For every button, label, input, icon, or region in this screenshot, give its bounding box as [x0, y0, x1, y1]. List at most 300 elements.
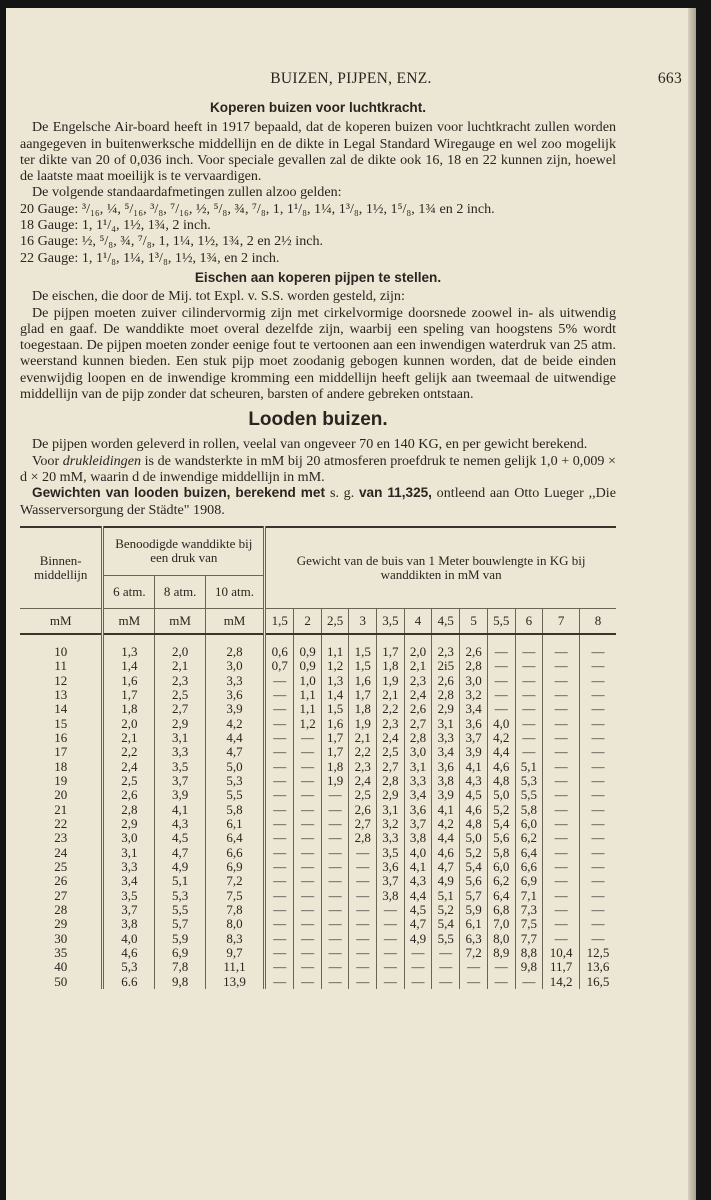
table-cell: 3,9 — [460, 745, 488, 759]
table-cell: — — [580, 702, 616, 716]
table-cell: — — [487, 688, 515, 702]
table-cell: — — [543, 817, 580, 831]
table-cell: 4,1 — [460, 760, 488, 774]
table-cell: — — [294, 860, 322, 874]
gauge-sizes: 1, 1¹/₄, 1½, 1¾, 2 inch. — [81, 217, 211, 234]
table-cell: — — [543, 788, 580, 802]
row-diameter: 16 — [54, 729, 68, 745]
table-cell: — — [580, 745, 616, 759]
table-cell: 3,0 — [103, 831, 155, 845]
table-cell: — — [515, 659, 543, 673]
table-row — [20, 674, 616, 688]
table-cell: 3,0 — [460, 674, 488, 688]
table-cell: 2,9 — [432, 702, 460, 716]
table-cell: 3,8 — [404, 831, 432, 845]
table-cell: 4,1 — [432, 803, 460, 817]
table-cell: 3,6 — [377, 860, 405, 874]
table-cell: 1,6 — [103, 674, 155, 688]
table-cell: — — [515, 634, 543, 659]
table-cell: — — [543, 760, 580, 774]
table-cell: 2,8 — [349, 831, 377, 845]
table-cell: 3,7 — [404, 817, 432, 831]
table-cell: 2,2 — [103, 745, 155, 759]
page-spine-shadow — [688, 8, 696, 1200]
table-cell: 6,3 — [460, 932, 488, 946]
table-cell: — — [580, 874, 616, 888]
row-diameter: 10 — [54, 643, 68, 659]
table-cell: — — [265, 688, 294, 702]
row-diameter: 15 — [54, 715, 68, 731]
table-cell: 6,4 — [205, 831, 264, 845]
table-cell: — — [580, 817, 616, 831]
table-cell: 7,0 — [487, 917, 515, 931]
table-cell: 2,1 — [103, 731, 155, 745]
table-cell: 5,5 — [155, 903, 205, 917]
table-cell: 3,7 — [377, 874, 405, 888]
table-cell: — — [321, 932, 349, 946]
table-cell: 7,5 — [205, 889, 264, 903]
table-row — [20, 634, 616, 659]
table-cell: — — [432, 960, 460, 974]
table-cell: 2,3 — [432, 634, 460, 659]
row-diameter: 30 — [54, 930, 68, 946]
col-header-benoodigde-wanddikte: Benoodigde wanddikte bij een druk van — [103, 527, 265, 576]
table-cell: — — [377, 917, 405, 931]
table-cell: — — [487, 702, 515, 716]
table-cell: 3,6 — [205, 688, 264, 702]
table-cell: 2,3 — [349, 760, 377, 774]
table-cell: — — [321, 846, 349, 860]
paragraph-eischen-body: De pijpen moeten zuiver cilindervormig zijn met cirkelvormige doorsnede zoowel in- als uitwendig glad en gaaf. De wanddikte moet overal dezelfde zijn, waarbij een speling van hoogstens 5% wordt toegestaan. De pijpen moeten zonder eenige fout te vertoonen aan een inwendigen waterdruk van 25 atm. weerstand kunnen bieden. Een stuk pijp moet zoodanig gebogen kunnen worden, dat de beide einden evenwijdig loopen en de inwendige kromming een middellijn heeft gelijk aan tweemaal de uitwendige middellijn van de pijp zonder dat scheuren, barsten of andere gebreken ontstaan. — [20, 304, 616, 403]
table-cell: 1,9 — [321, 774, 349, 788]
table-cell: 5,9 — [155, 932, 205, 946]
table-cell: 2,5 — [155, 688, 205, 702]
table-cell: 3,2 — [460, 688, 488, 702]
table-cell: 3,8 — [103, 917, 155, 931]
table-cell: 8,0 — [205, 917, 264, 931]
table-cell: 4,4 — [432, 831, 460, 845]
gauge-label: 22 Gauge: — [20, 249, 82, 266]
text-sg: s. g. — [329, 485, 359, 502]
table-cell: 2,9 — [103, 817, 155, 831]
table-cell: 3,9 — [432, 788, 460, 802]
table-cell: 2,9 — [155, 717, 205, 731]
table-cell: — — [321, 960, 349, 974]
table-cell: 2,6 — [404, 702, 432, 716]
table-cell: 2,1 — [377, 688, 405, 702]
table-cell: 3,3 — [432, 731, 460, 745]
table-cell: 4,8 — [487, 774, 515, 788]
table-cell: — — [349, 874, 377, 888]
table-cell: 3,7 — [155, 774, 205, 788]
table-row — [20, 788, 616, 802]
table-cell: 12,5 — [580, 946, 616, 960]
table-cell: 2,8 — [205, 634, 264, 659]
table-row — [20, 889, 616, 903]
table-cell: — — [349, 889, 377, 903]
table-cell: 2,4 — [349, 774, 377, 788]
table-cell: — — [543, 731, 580, 745]
table-row — [20, 917, 616, 931]
table-cell: — — [543, 634, 580, 659]
table-cell: 1,7 — [349, 688, 377, 702]
table-cell: 4,6 — [432, 846, 460, 860]
table-cell: 6,9 — [155, 946, 205, 960]
units-header-row — [20, 608, 616, 634]
table-cell: 4,3 — [460, 774, 488, 788]
heading-looden-buizen: Looden buizen. — [248, 409, 388, 431]
table-cell: — — [265, 745, 294, 759]
table-cell: 2,7 — [155, 702, 205, 716]
col-header-binnenmiddellijn: Binnen-middellijn — [20, 527, 103, 609]
table-cell: 2,3 — [404, 674, 432, 688]
wall-thickness-header: 8 — [580, 608, 616, 634]
table-cell: — — [580, 634, 616, 659]
table-cell: 2,0 — [155, 634, 205, 659]
table-cell: 2,5 — [103, 774, 155, 788]
table-cell: 2,5 — [377, 745, 405, 759]
table-cell: 4,4 — [404, 889, 432, 903]
table-cell: 6,0 — [487, 860, 515, 874]
row-diameter: 26 — [54, 873, 68, 889]
table-cell: 5,7 — [460, 889, 488, 903]
gauge-line — [20, 250, 616, 266]
table-cell: — — [265, 831, 294, 845]
gauge-sizes: 1, 1¹/₈, 1¼, 1³/₈, 1½, 1¾, en 2 inch. — [81, 249, 280, 266]
table-cell: 5,6 — [460, 874, 488, 888]
table-cell: — — [543, 745, 580, 759]
table-cell: 5,1 — [155, 874, 205, 888]
table-cell: 2,1 — [155, 659, 205, 673]
table-cell: — — [580, 903, 616, 917]
atm-header: 8 atm. — [155, 575, 205, 608]
table-row — [20, 960, 616, 974]
table-cell: — — [265, 960, 294, 974]
row-diameter: 50 — [54, 973, 68, 989]
row-diameter: 19 — [54, 772, 68, 788]
table-cell: 6,4 — [515, 846, 543, 860]
row-diameter: 20 — [54, 787, 68, 803]
table-cell: — — [349, 903, 377, 917]
table-cell: 4,5 — [460, 788, 488, 802]
table-cell: 2,8 — [460, 659, 488, 673]
table-cell: — — [543, 874, 580, 888]
bold-soortelijk-gewicht: van 11,325, — [358, 485, 432, 501]
table-cell: 7,7 — [515, 932, 543, 946]
table-cell: — — [265, 932, 294, 946]
table-cell: — — [294, 889, 322, 903]
table-cell: 13,9 — [205, 975, 264, 989]
table-cell: 4,2 — [205, 717, 264, 731]
table-row — [20, 874, 616, 888]
table-cell: — — [265, 702, 294, 716]
gauge-label: 18 Gauge: — [20, 217, 82, 234]
wall-thickness-header: 4 — [404, 608, 432, 634]
table-cell: 2,1 — [404, 659, 432, 673]
table-cell: — — [294, 803, 322, 817]
table-cell: 3,6 — [460, 717, 488, 731]
table-cell: — — [404, 946, 432, 960]
wall-thickness-header: 2,5 — [321, 608, 349, 634]
table-cell: — — [265, 903, 294, 917]
table-cell: 16,5 — [580, 975, 616, 989]
row-diameter: 14 — [54, 701, 68, 717]
table-cell: 3,1 — [155, 731, 205, 745]
table-cell: 4,7 — [155, 846, 205, 860]
table-cell: 5,1 — [515, 760, 543, 774]
table-cell: 6,1 — [460, 917, 488, 931]
unit-header: mM — [205, 608, 264, 634]
heading-koperen-buizen: Koperen buizen voor luchtkracht. — [209, 100, 427, 115]
table-cell: 6,6 — [205, 846, 264, 860]
table-cell: 4,1 — [155, 803, 205, 817]
table-cell: — — [543, 889, 580, 903]
heading-eischen: Eischen aan koperen pijpen te stellen. — [194, 269, 442, 285]
table-cell: — — [580, 731, 616, 745]
table-cell: 4,9 — [432, 874, 460, 888]
table-cell: 1,6 — [321, 717, 349, 731]
table-cell: 2,3 — [155, 674, 205, 688]
paragraph-standaardafmetingen: De volgende standaardafmetingen zullen alzoo gelden: — [32, 184, 342, 201]
paragraph-air-board: De Engelsche Air-board heeft in 1917 bepaald, dat de koperen buizen voor luchtkracht zullen worden aangegeven in buitenwerksche middellijn en de dikte in Legal Standard Wiregauge en wel zoo mogelijk ter dikte van 20 of 0,036 inch. Voor speciale gevallen zal de dikte ook 16, 18 en 22 kunnen zijn, hoewel de laatste maat moeilijk is te vervaardigen. — [20, 119, 616, 185]
page-number: 663 — [657, 70, 682, 87]
table-cell: 4,6 — [460, 803, 488, 817]
table-cell: — — [294, 831, 322, 845]
table-cell: 3,5 — [103, 889, 155, 903]
table-cell: — — [543, 702, 580, 716]
emphasis-drukleidingen: drukleidingen — [62, 452, 142, 469]
table-cell: — — [543, 774, 580, 788]
table-cell: 4,9 — [155, 860, 205, 874]
table-cell: 2,7 — [349, 817, 377, 831]
table-cell: 1,2 — [294, 717, 322, 731]
gauge-label: 16 Gauge: — [20, 233, 82, 250]
table-cell: — — [515, 674, 543, 688]
table-cell: 4,6 — [103, 946, 155, 960]
table-cell: 0,6 — [265, 634, 294, 659]
table-cell: — — [543, 903, 580, 917]
table-cell: — — [321, 817, 349, 831]
table-cell: — — [349, 860, 377, 874]
table-cell: 4,0 — [103, 932, 155, 946]
table-cell: — — [265, 760, 294, 774]
table-cell: 7,3 — [515, 903, 543, 917]
table-cell: — — [265, 674, 294, 688]
table-cell: — — [580, 760, 616, 774]
table-cell: — — [294, 874, 322, 888]
table-cell: 2,4 — [404, 688, 432, 702]
table-cell: 4,9 — [404, 932, 432, 946]
gauge-label: 20 Gauge: — [20, 200, 82, 217]
table-cell: 4,3 — [155, 817, 205, 831]
table-cell: — — [265, 860, 294, 874]
table-cell: — — [294, 932, 322, 946]
table-cell: 8,3 — [205, 932, 264, 946]
table-cell: — — [580, 889, 616, 903]
table-cell: — — [543, 674, 580, 688]
table-cell: — — [580, 788, 616, 802]
row-diameter: 29 — [54, 916, 68, 932]
table-row — [20, 731, 616, 745]
table-cell: 1,5 — [321, 702, 349, 716]
table-cell: 2,0 — [404, 634, 432, 659]
table-cell: — — [265, 774, 294, 788]
table-cell: 11,7 — [543, 960, 580, 974]
row-diameter: 22 — [54, 815, 68, 831]
paragraph-eischen-intro: De eischen, die door de Mij. tot Expl. v. S.S. worden gesteld, zijn: — [32, 288, 405, 305]
table-cell: 5,2 — [487, 803, 515, 817]
table-cell: — — [265, 917, 294, 931]
table-cell: 1,7 — [103, 688, 155, 702]
table-cell: — — [515, 688, 543, 702]
table-cell: 3,5 — [377, 846, 405, 860]
table-cell: 5,7 — [155, 917, 205, 931]
table-row — [20, 659, 616, 673]
table-cell: — — [265, 846, 294, 860]
table-cell: — — [580, 846, 616, 860]
table-cell: — — [460, 975, 488, 989]
book-page — [6, 8, 696, 1200]
table-cell: 2,6 — [349, 803, 377, 817]
table-cell: — — [265, 975, 294, 989]
wall-thickness-header: 7 — [543, 608, 580, 634]
table-cell: — — [487, 659, 515, 673]
table-cell: 7,5 — [515, 917, 543, 931]
table-cell: 2,8 — [103, 803, 155, 817]
paragraph-gewichten — [20, 485, 616, 518]
table-row — [20, 932, 616, 946]
table-cell: — — [265, 946, 294, 960]
table-cell: — — [515, 717, 543, 731]
table-cell: 5,9 — [460, 903, 488, 917]
table-cell: — — [265, 731, 294, 745]
table-row — [20, 702, 616, 716]
table-cell: 2,5 — [349, 788, 377, 802]
table-cell: — — [543, 860, 580, 874]
table-cell: 2,8 — [404, 731, 432, 745]
table-row — [20, 774, 616, 788]
row-diameter: 28 — [54, 902, 68, 918]
table-cell: 2i5 — [432, 659, 460, 673]
table-cell: 1,9 — [349, 717, 377, 731]
table-cell: 8,8 — [515, 946, 543, 960]
table-cell: — — [349, 960, 377, 974]
gauge-sizes: ³/₁₆, ¼, ⁵/₁₆, ³/₈, ⁷/₁₆, ½, ⁵/₈, ¾, ⁷/₈, 1, 1¹/₈, 1¼, 1³/₈, 1½, 1⁵/₈, 1¾ en 2 inch. — [81, 200, 495, 217]
table-cell: 1,8 — [377, 659, 405, 673]
unit-header: mM — [20, 608, 103, 634]
table-cell: — — [487, 975, 515, 989]
row-diameter: 12 — [54, 672, 68, 688]
table-cell: — — [321, 788, 349, 802]
paragraph-drukleidingen — [20, 453, 616, 486]
atm-header: 10 atm. — [205, 575, 264, 608]
table-cell: — — [487, 960, 515, 974]
table-cell: 4,4 — [205, 731, 264, 745]
table-row — [20, 717, 616, 731]
table-cell: — — [543, 932, 580, 946]
text-span: ontleend aan Otto Lueger ,,Die Wasserversorgung der Städte" 1908. — [20, 485, 616, 518]
table-cell: 7,2 — [460, 946, 488, 960]
table-cell: — — [349, 917, 377, 931]
table-cell: 3,3 — [377, 831, 405, 845]
table-cell: — — [515, 702, 543, 716]
table-cell: 5,4 — [460, 860, 488, 874]
table-cell: 1,1 — [294, 702, 322, 716]
page-content — [20, 94, 616, 989]
wall-thickness-header: 2 — [294, 608, 322, 634]
table-cell: — — [580, 659, 616, 673]
table-cell: 3,3 — [103, 860, 155, 874]
table-cell: 4,1 — [404, 860, 432, 874]
table-cell: 3,4 — [404, 788, 432, 802]
text-span: is de wandsterkte in mM bij 20 atmosferen proefdruk te nemen gelijk 1,0 + 0,009 × d × 20 mM, waarin d de inwendige middellijn in mM. — [20, 452, 617, 485]
table-cell: 2,7 — [377, 760, 405, 774]
table-cell: 3,0 — [205, 659, 264, 673]
table-cell: 1,4 — [321, 688, 349, 702]
table-cell: 6,9 — [205, 860, 264, 874]
table-cell: 5,3 — [515, 774, 543, 788]
table-cell: — — [580, 803, 616, 817]
table-cell: 2,8 — [377, 774, 405, 788]
table-cell: — — [543, 803, 580, 817]
table-cell: — — [321, 975, 349, 989]
col-header-gewicht: Gewicht van de buis van 1 Meter bouwlengte in KG bij wanddikten in mM van — [265, 527, 616, 609]
table-cell: 4,6 — [487, 760, 515, 774]
table-row — [20, 860, 616, 874]
table-cell: 1,5 — [349, 659, 377, 673]
table-cell: — — [515, 745, 543, 759]
table-cell: 10,4 — [543, 946, 580, 960]
paragraph-rollen: De pijpen worden geleverd in rollen, veelal van ongeveer 70 en 140 KG, en per gewicht berekend. — [32, 436, 588, 453]
table-cell: 2,4 — [103, 760, 155, 774]
table-cell: — — [265, 889, 294, 903]
table-cell: 4,8 — [460, 817, 488, 831]
table-cell: 5,8 — [515, 803, 543, 817]
table-cell: 3,6 — [404, 803, 432, 817]
table-cell: — — [543, 846, 580, 860]
table-cell: 6,2 — [487, 874, 515, 888]
table-cell: — — [580, 688, 616, 702]
table-cell: 3,3 — [155, 745, 205, 759]
table-cell: 1,8 — [321, 760, 349, 774]
table-cell: 3,1 — [377, 803, 405, 817]
row-diameter: 18 — [54, 758, 68, 774]
table-cell: — — [543, 831, 580, 845]
gauge-sizes: ½, ⁵/₈, ¾, ⁷/₈, 1, 1¼, 1½, 1¾, 2 en 2½ inch. — [81, 233, 324, 250]
table-cell: 1,5 — [349, 634, 377, 659]
table-cell: 4,4 — [487, 745, 515, 759]
table-cell: 3,1 — [103, 846, 155, 860]
table-row — [20, 803, 616, 817]
row-diameter: 17 — [54, 744, 68, 760]
table-cell: — — [377, 960, 405, 974]
table-cell: 7,1 — [515, 889, 543, 903]
table-cell: 1,8 — [103, 702, 155, 716]
table-row — [20, 745, 616, 759]
wall-thickness-header: 5,5 — [487, 608, 515, 634]
table-cell: 5,0 — [460, 831, 488, 845]
table-cell: 5,6 — [487, 831, 515, 845]
table-cell: 5,5 — [432, 932, 460, 946]
row-diameter: 11 — [54, 658, 67, 674]
table-cell: 5,3 — [205, 774, 264, 788]
row-diameter: 40 — [54, 959, 68, 975]
bold-gewichten: Gewichten van looden buizen, berekend met — [32, 485, 330, 501]
table-cell: 4,3 — [404, 874, 432, 888]
row-diameter: 23 — [54, 830, 68, 846]
table-cell: 9,8 — [515, 960, 543, 974]
table-cell: — — [487, 634, 515, 659]
